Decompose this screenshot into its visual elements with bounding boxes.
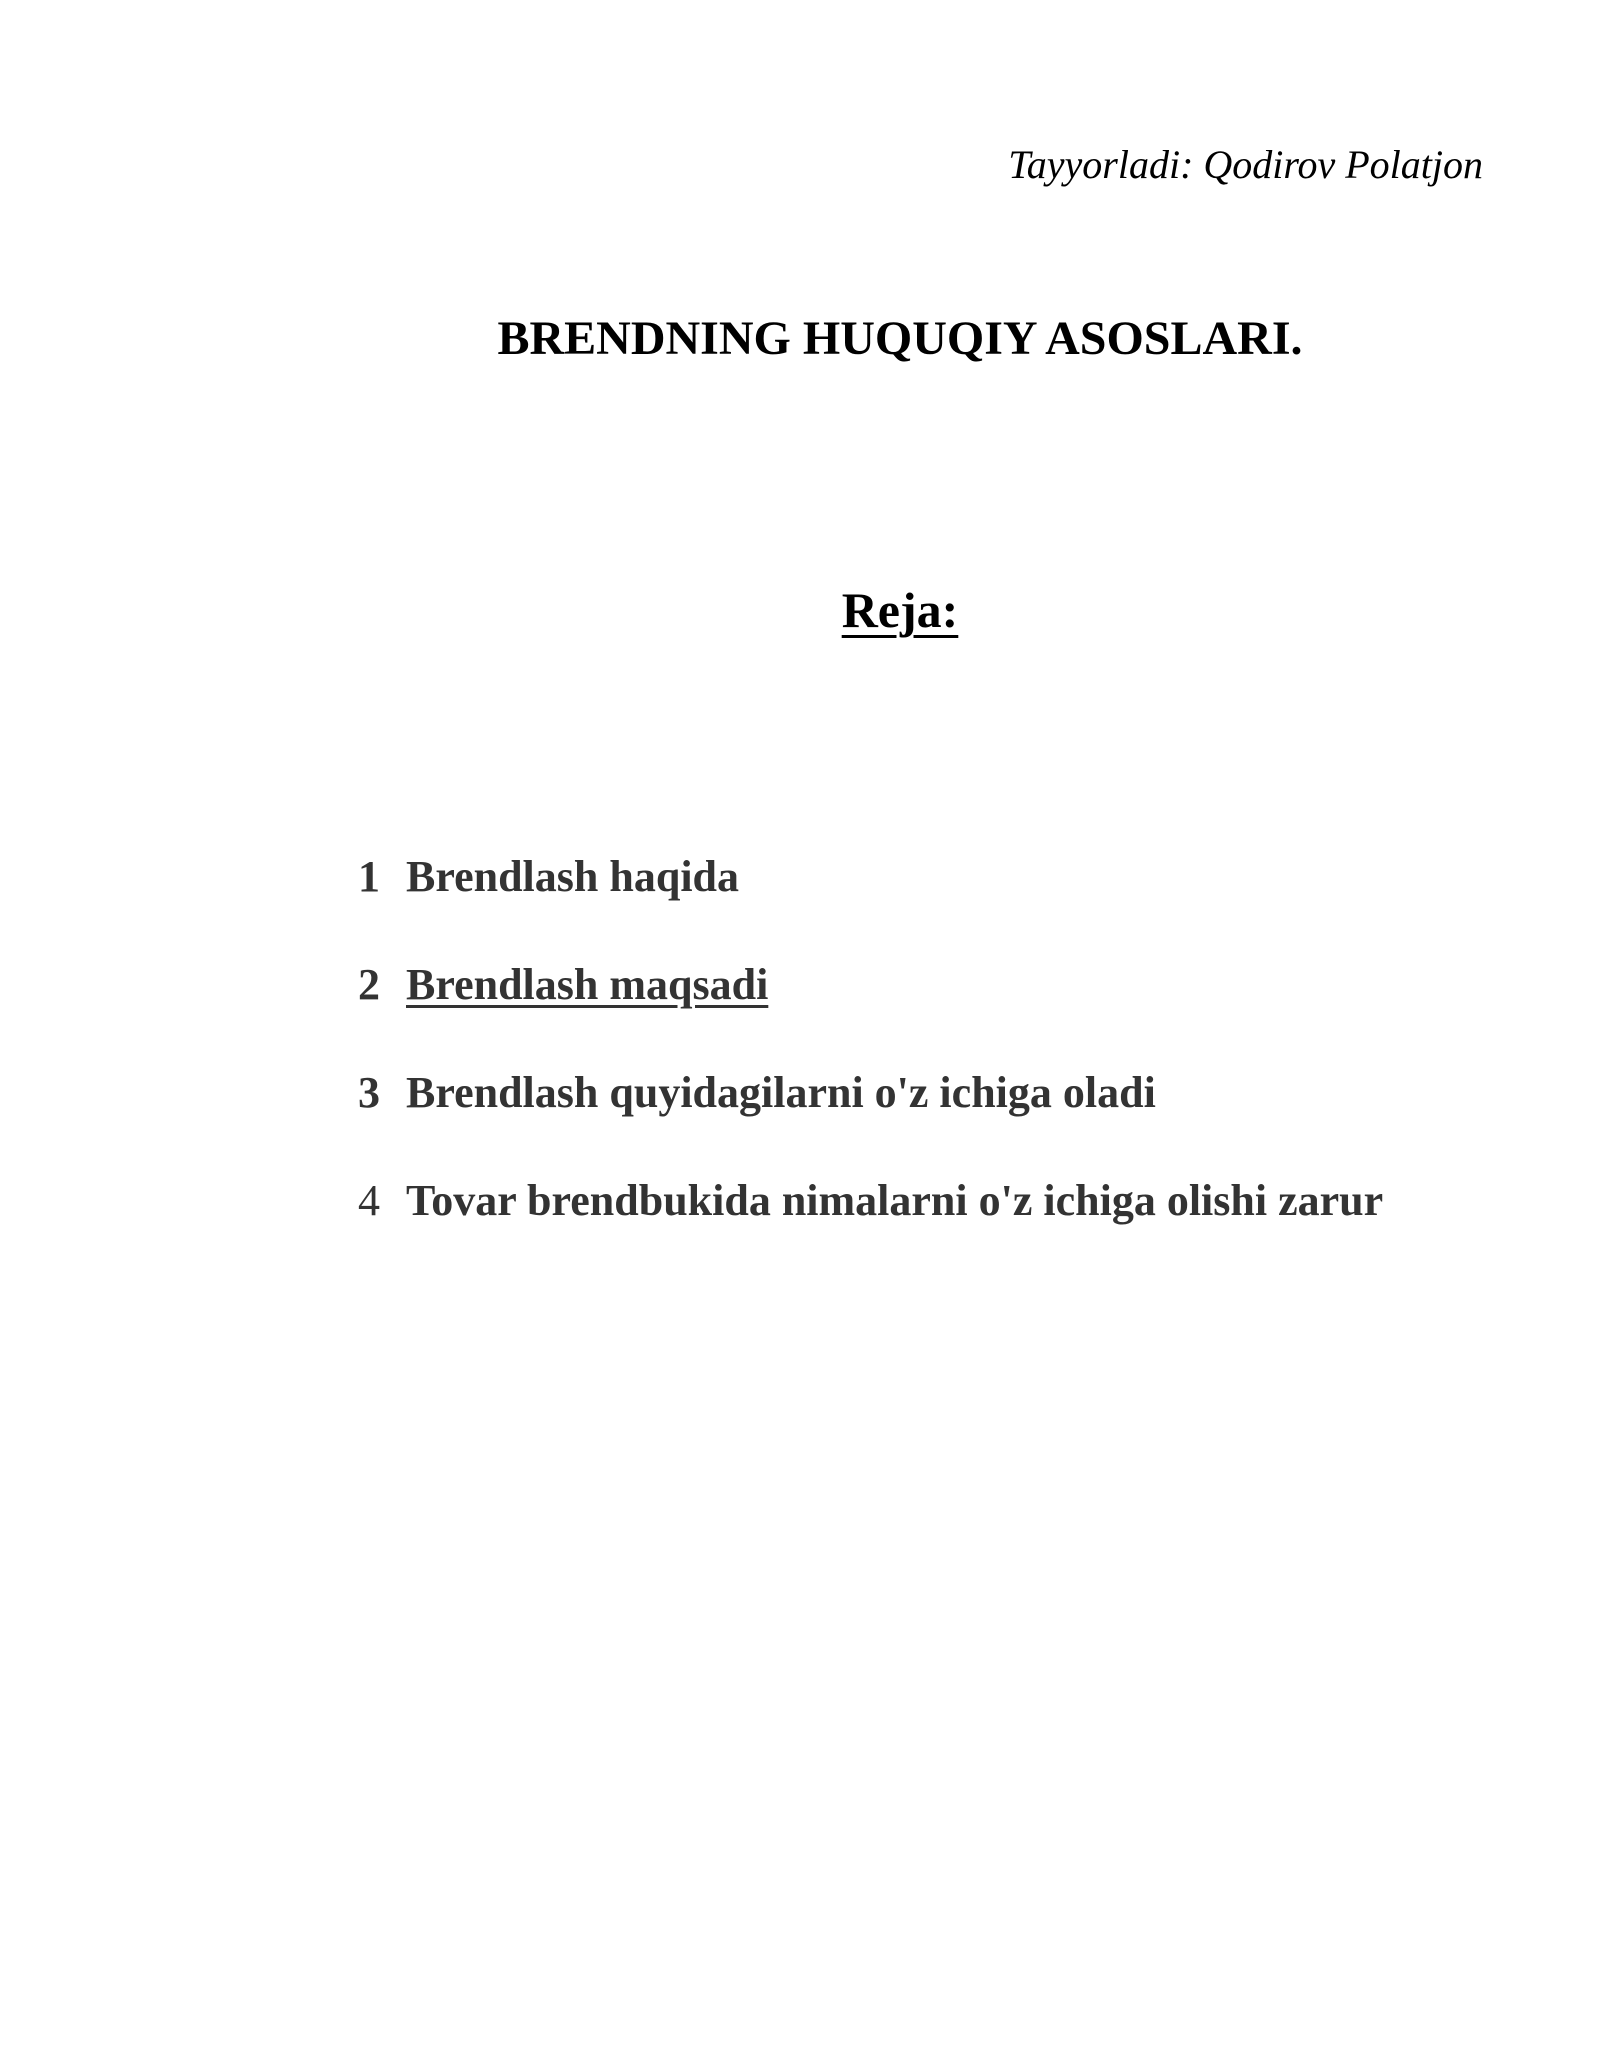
plan-item-1 — [358, 852, 1383, 963]
plan-item-text: Brendlash quyidagilarni o'z ichiga oladi — [406, 1068, 1156, 1117]
plan-item-number: 2 — [358, 960, 380, 1009]
plan-item-number: 4 — [358, 1176, 380, 1225]
plan-item-number: 1 — [358, 852, 380, 901]
plan-item-link[interactable]: Brendlash maqsadi — [406, 960, 769, 1009]
plan-heading: Reja: — [841, 582, 959, 638]
plan-list — [358, 852, 1384, 1287]
plan-item-3 — [358, 1068, 1383, 1179]
plan-item-2 — [358, 960, 1383, 1071]
plan-item-4 — [358, 1176, 1384, 1287]
document-title: BRENDNING HUQUQIY ASOSLARI. — [497, 312, 1303, 365]
author-line: Tayyorladi: Qodirov Polatjon — [1008, 142, 1483, 187]
plan-item-text: Brendlash haqida — [406, 852, 740, 901]
plan-item-text: Tovar brendbukida nimalarni o'z ichiga olishi zarur — [406, 1176, 1384, 1225]
plan-item-number: 3 — [358, 1068, 380, 1117]
